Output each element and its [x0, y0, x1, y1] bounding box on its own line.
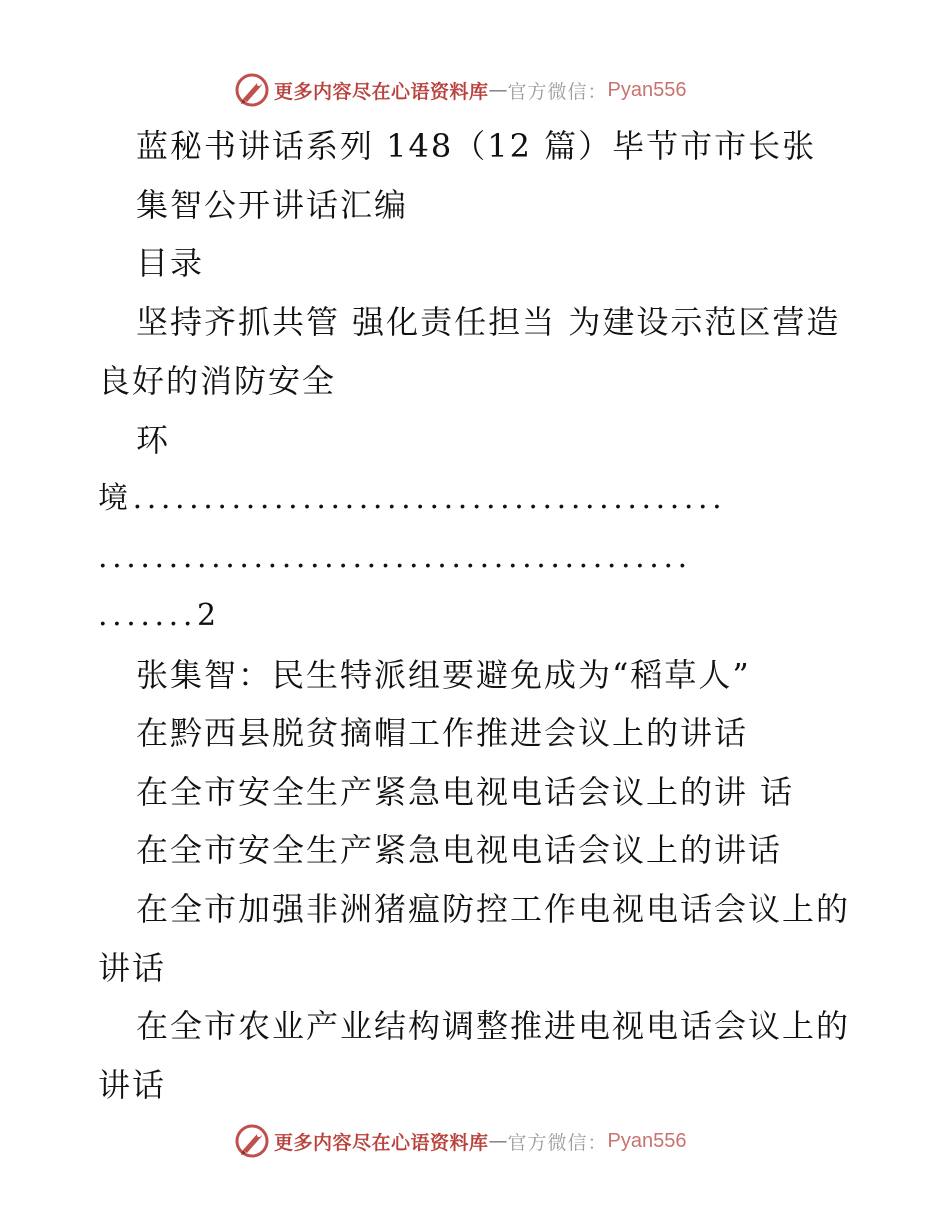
watermark-text: 更多内容尽在心语资料库 [274, 1131, 489, 1154]
header-watermark [234, 70, 687, 110]
watermark-sub: 官方微信： [507, 1131, 608, 1154]
toc-entry-1-line-1: 坚持齐抓共管 强化责任担当 为建设示范区营造 [136, 303, 841, 341]
toc-entry-5: 在全市安全生产紧急电视电话会议上的讲话 [136, 831, 783, 869]
pen-logo-icon [234, 72, 270, 108]
toc-entry-1-leader-2: .......................................... [98, 540, 692, 575]
toc-entry-1-leader-1: 境.......................................... [98, 481, 727, 516]
toc-entry-6-line-2: 讲话 [98, 949, 167, 987]
watermark-separator: — [488, 1130, 508, 1152]
toc-entry-2: 张集智：民生特派组要避免成为“稻草人” [136, 656, 751, 694]
footer-watermark [234, 1121, 687, 1161]
watermark-text: 更多内容尽在心语资料库 [274, 80, 489, 103]
toc-entry-1-page-number: .......2 [98, 598, 221, 633]
toc-entry-7-line-1: 在全市农业产业结构调整推进电视电话会议上的 [136, 1007, 851, 1045]
toc-entry-1-line-2: 良好的消防安全 [98, 362, 337, 400]
pen-logo-icon [234, 1123, 270, 1159]
watermark-separator: — [488, 79, 508, 101]
toc-entry-3: 在黔西县脱贫摘帽工作推进会议上的讲话 [136, 714, 749, 752]
toc-entry-7-line-2: 讲话 [98, 1066, 167, 1104]
watermark-id: Pyan556 [607, 1129, 687, 1152]
watermark-sub: 官方微信： [507, 80, 608, 103]
doc-title-line-1: 蓝秘书讲话系列 148（12 篇）毕节市市长张 [136, 127, 817, 165]
toc-entry-4: 在全市安全生产紧急电视电话会议上的讲 话 [136, 773, 795, 811]
toc-heading: 目录 [136, 244, 205, 282]
doc-title-line-2: 集智公开讲话汇编 [136, 186, 409, 224]
toc-entry-6-line-1: 在全市加强非洲猪瘟防控工作电视电话会议上的 [136, 890, 851, 928]
toc-entry-1-line-3: 环 [136, 421, 171, 459]
watermark-id: Pyan556 [607, 78, 687, 101]
